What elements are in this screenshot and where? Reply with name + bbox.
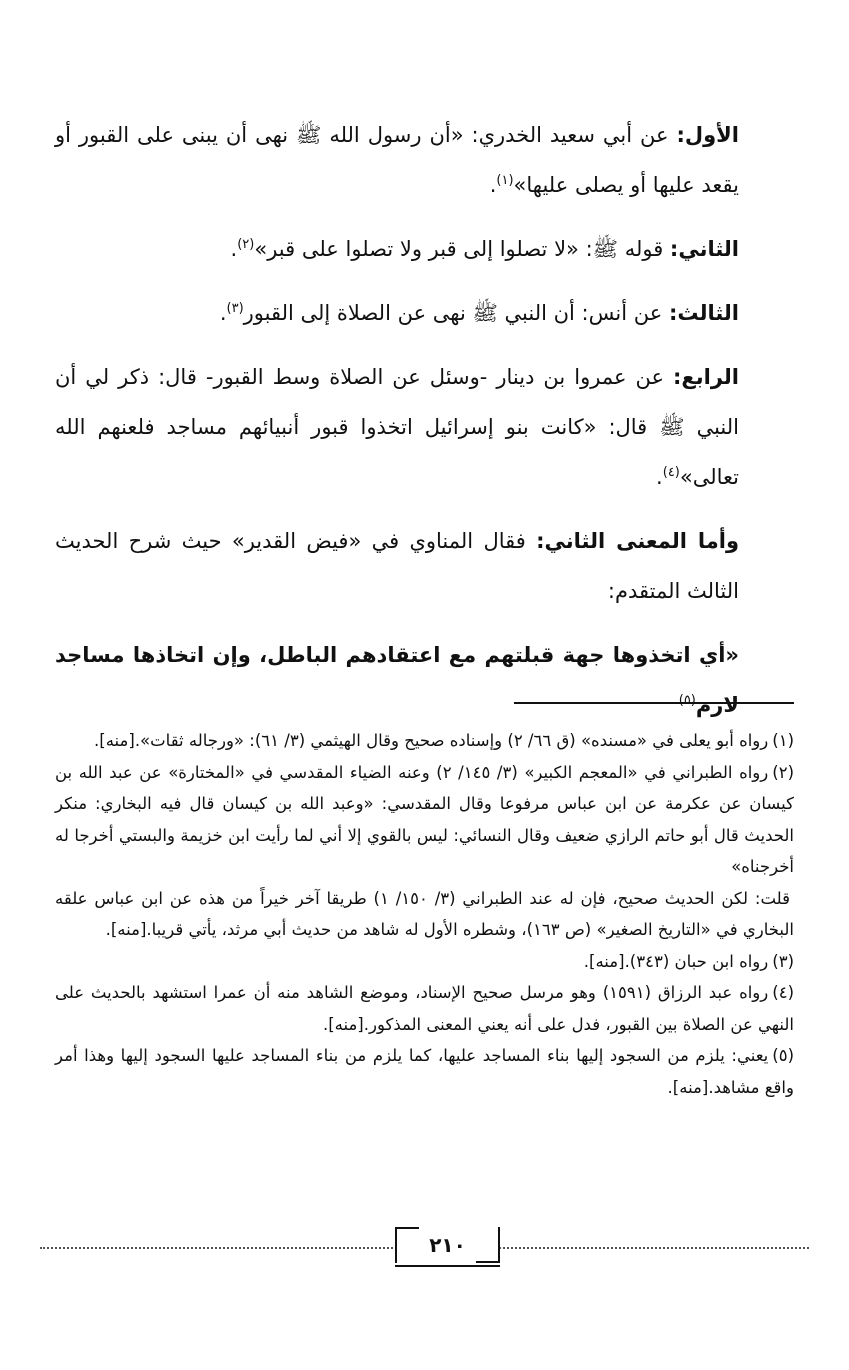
- paragraph-third: الثالث: عن أنس: أن النبي ﷺ نهى عن الصلاة إلى القبور$^{(٣)}$.: [219, 301, 739, 325]
- paragraph-second: الثاني: قوله ﷺ: «لا تصلوا إلى قبر ولا تصلوا على قبر»$^{(٢)}$.: [230, 237, 739, 261]
- footnote-reference[interactable]: (١): [496, 173, 514, 188]
- paragraph-lead: الثاني:: [669, 237, 739, 261]
- footnote-separator: [514, 702, 794, 704]
- paragraph-lead: وأما المعنى الثاني:: [536, 529, 740, 553]
- page-number-frame: [395, 1227, 500, 1267]
- footnote-item: [55, 883, 794, 946]
- footnote-number: (١): [772, 731, 794, 750]
- footnote-text: رواه أبو يعلى في «مسنده» (ق ٦٦/ ٢) وإسناده صحيح وقال الهيثمي (٣/ ٦١): «ورجاله ثقات».[منه].: [94, 731, 769, 750]
- paragraph-lead: الأول:: [676, 123, 739, 147]
- footnote-item: [55, 946, 794, 978]
- footnote-item: [55, 1040, 794, 1103]
- footnote-text: قلت: لكن الحديث صحيح، فإن له عند الطبراني (٣/ ١٥٠/ ١) طريقا آخر خيراً من هذه عن ابن عباس علقه البخاري في «التاريخ الصغير» (ص ١٦٣)، وشطره الأول له شاهد من حديث أبي مرثد، يأتي قريبا.[منه].: [55, 888, 794, 939]
- paragraph-text: عن عمروا بن دينار -وسئل عن الصلاة وسط القبور- قال: ذكر لي أن النبي ﷺ قال: «كانت بنو إسرائيل اتخذوا قبور أنبيائهم مساجد فلعنهم الله تعالى»: [55, 365, 739, 489]
- footnote-item: [55, 977, 794, 1040]
- paragraph-quote: [55, 630, 794, 730]
- paragraph-second-meaning: [55, 516, 794, 616]
- footnote-text: يعني: يلزم من السجود إليها بناء المساجد عليها، كما يلزم من بناء المساجد عليها السجود إليها وهذا أمر واقع مشاهد.[منه].: [55, 1046, 794, 1097]
- footnote-item: [55, 725, 794, 757]
- footnote-text: رواه عبد الرزاق (١٥٩١) وهو مرسل صحيح الإسناد، وموضع الشاهد منه أن عمرا استشهد بالحديث على النهي عن الصلاة بين القبور، فدل على أنه يعني المعنى المذكور.[منه].: [55, 983, 794, 1034]
- footnote-text: رواه الطبراني في «المعجم الكبير» (٣/ ١٤٥/ ٢) وعنه الضياء المقدسي في «المختارة» عن عبد الله بن كيسان عن عكرمة عن ابن عباس مرفوعا وقال المقدسي: «وعبد الله بن كيسان قال فيه البخاري: منكر الحديث قال أبو حاتم الرازي ضعيف وقال النسائي: ليس بالقوي إلا أني لما رأيت ابن خزيمة والبستي أخرجا له أخرجناه»: [55, 762, 794, 876]
- main-text: [55, 110, 794, 744]
- footnote-reference[interactable]: (٥): [678, 693, 696, 708]
- paragraph-lead: الثالث:: [668, 301, 739, 325]
- footnote-text: رواه ابن حبان (٣٤٣).[منه].: [583, 951, 769, 971]
- footnote-number: (٣): [772, 951, 794, 971]
- paragraph-text: عن أبي سعيد الخدري: «أن رسول الله ﷺ نهى أن يبنى على القبور أو يقعد عليها أو يصلى عليها»: [55, 123, 739, 197]
- paragraph-text: فقال المناوي في «فيض القدير» حيث شرح الحديث الثالث المتقدم:: [55, 529, 739, 603]
- footnote-reference[interactable]: (٢): [237, 237, 255, 252]
- footnote-number: (٢): [772, 762, 794, 782]
- quote-text: «أي اتخذوها جهة قبلتهم مع اعتقادهم الباطل، وإن اتخاذها مساجد لازم: [55, 643, 739, 717]
- paragraph-text: عن أنس: أن النبي ﷺ نهى عن الصلاة إلى القبور: [243, 301, 669, 325]
- paragraph-text: قوله ﷺ: «لا تصلوا إلى قبر ولا تصلوا على قبر»: [254, 237, 670, 261]
- footnote-reference[interactable]: (٣): [226, 301, 244, 316]
- page-number: ٢١٠: [429, 1233, 466, 1257]
- footnote-number: (٤): [772, 983, 794, 1002]
- paragraph-fourth: الرابع: عن عمروا بن دينار -وسئل عن الصلاة وسط القبور- قال: ذكر لي أن النبي ﷺ قال: «كانت بنو إسرائيل اتخذوا قبور أنبيائهم مساجد فلعنهم الله تعالى»$^{(٤)}$.: [55, 365, 739, 489]
- footnote-number: (٥): [772, 1046, 794, 1065]
- paragraph-lead: الرابع:: [673, 365, 739, 389]
- paragraph-first: الأول: عن أبي سعيد الخدري: «أن رسول الله ﷺ نهى أن يبنى على القبور أو يقعد عليها أو يصلى عليها»$^{(١)}$.: [55, 123, 739, 197]
- page-footer: [40, 1225, 809, 1275]
- footnote-item: [55, 757, 794, 883]
- footnote-reference[interactable]: (٤): [662, 465, 680, 480]
- footnotes: [55, 725, 794, 1103]
